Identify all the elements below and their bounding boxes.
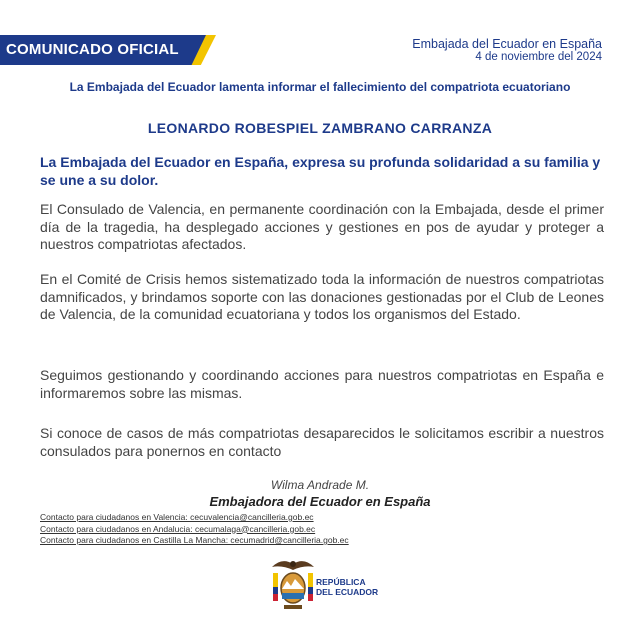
header-date: 4 de noviembre del 2024: [475, 51, 602, 63]
header-info: [412, 37, 602, 64]
contact-link-castilla[interactable]: Contacto para ciudadanos en Castilla La Mancha: cecumadrid@cancilleria.gob.ec: [40, 535, 349, 545]
body-paragraph: Seguimos gestionando y coordinando acciones para nuestros compatriotas en España e informaremos sobre las mismas.: [40, 367, 604, 401]
contact-link-andalucia[interactable]: Contacto para ciudadanos en Andalucia: cecumalaga@cancilleria.gob.ec: [40, 523, 316, 534]
signatory-title: Embajadora del Ecuador en España: [209, 494, 431, 509]
logo-text: [316, 577, 378, 597]
signatory-name: Wilma Andrade M.: [270, 478, 370, 492]
body-paragraph: En el Comité de Crisis hemos sistematizado toda la información de nuestros compatriotas damnificados, y brindamos soporte con las donaciones gestionadas por el Club de Leones de Valencia, de la comunidad ecuatoriana y todos los organismos del Estado.: [40, 271, 604, 322]
logo-line-2: DEL ECUADOR: [316, 587, 379, 597]
official-statement-badge: [0, 35, 216, 65]
intro-line: La Embajada del Ecuador lamenta informar el fallecimiento del compatriota ecuatoriano: [69, 80, 571, 94]
body-paragraph: Si conoce de casos de más compatriotas desaparecidos le solicitamos escribir a nuestros consulados para ponernos en contacto: [40, 425, 604, 459]
solidarity-message: La Embajada del Ecuador en España, expresa su profunda solidaridad a su familia y se une a su dolor.: [40, 154, 601, 188]
coat-of-arms-icon: [270, 555, 316, 615]
badge-label: COMUNICADO OFICIAL: [6, 41, 179, 58]
contact-link-valencia[interactable]: Contacto para ciudadanos en Valencia: cecuvalencia@cancilleria.gob.ec: [40, 512, 314, 522]
contact-list: [40, 512, 349, 547]
header-organization: Embajada del Ecuador en España: [412, 37, 602, 51]
body-paragraph: El Consulado de Valencia, en permanente coordinación con la Embajada, desde el primer día de la tragedia, ha desplegado acciones y gestiones en pos de ayudar y proteger a nuestros compatriotas afectados.: [40, 201, 604, 252]
deceased-name: LEONARDO ROBESPIEL ZAMBRANO CARRANZA: [147, 120, 493, 136]
republic-of-ecuador-logo: [270, 555, 390, 615]
logo-line-1: REPÚBLICA: [316, 577, 366, 587]
